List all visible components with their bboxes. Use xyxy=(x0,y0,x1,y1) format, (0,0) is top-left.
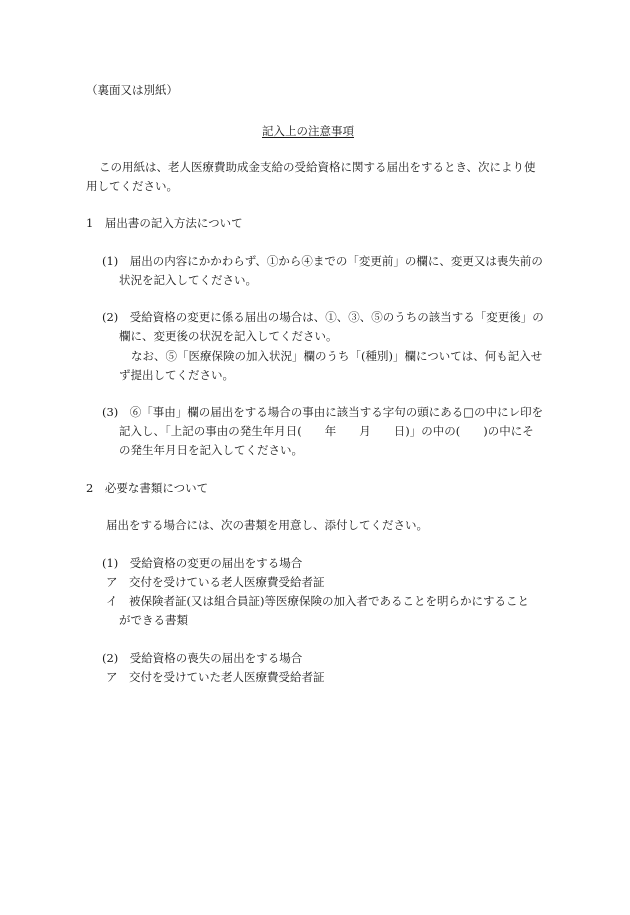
section1-item3-line-1: (3) ⑥「事由」欄の届出をする場合の事由に該当する字句の頭にある□の中にレ印を xyxy=(102,405,544,419)
intro-line-1: この用紙は、老人医療費助成金支給の受給資格に関する届出をするとき、次により使 xyxy=(99,160,536,174)
section1-item3-line-2: 記入し、「上記の事由の発生年月日( 年 月 日)」の中の( )の中にそ xyxy=(119,424,534,438)
section1-item2-line-2: 欄に、変更後の状況を記入してください。 xyxy=(119,329,338,343)
section2-item2-a: ア 交付を受けていた老人医療費受給者証 xyxy=(106,670,325,684)
section1-item3-line-3: の発生年月日を記入してください。 xyxy=(119,443,303,457)
section1-item2-line-1: (2) 受給資格の変更に係る届出の場合は、①、③、⑤のうちの該当する「変更後」の xyxy=(102,310,544,324)
section1-heading: 1 届出書の記入方法について xyxy=(86,216,243,230)
section1-item1-line-2: 状況を記入してください。 xyxy=(119,273,257,287)
section2-item1-a: ア 交付を受けている老人医療費受給者証 xyxy=(106,575,325,589)
section2-item1-i-line-2: ができる書類 xyxy=(119,613,188,627)
intro-line-2: 用してください。 xyxy=(86,179,178,193)
section2-heading: 2 必要な書類について xyxy=(86,481,209,495)
section1-item1-line-1: (1) 届出の内容にかかわらず、①から④までの「変更前」の欄に、変更又は喪失前の xyxy=(102,254,543,268)
section1-item2-line-3: なお、⑤「医療保険の加入状況」欄のうち「(種別)」欄については、何も記入せ xyxy=(131,349,543,363)
page-title: 記入上の注意事項 xyxy=(262,124,354,138)
section2-item1-i-line-1: イ 被保険者証(又は組合員証)等医療保険の加入者であることを明らかにすること xyxy=(106,594,529,608)
section2-intro: 届出をする場合には、次の書類を用意し、添付してください。 xyxy=(106,518,428,532)
section1-item2-line-4: ず提出してください。 xyxy=(119,368,234,382)
section2-item1-title: (1) 受給資格の変更の届出をする場合 xyxy=(102,556,303,570)
section2-item2-title: (2) 受給資格の喪失の届出をする場合 xyxy=(102,651,303,665)
header-note: （裏面又は別紙） xyxy=(86,83,178,97)
